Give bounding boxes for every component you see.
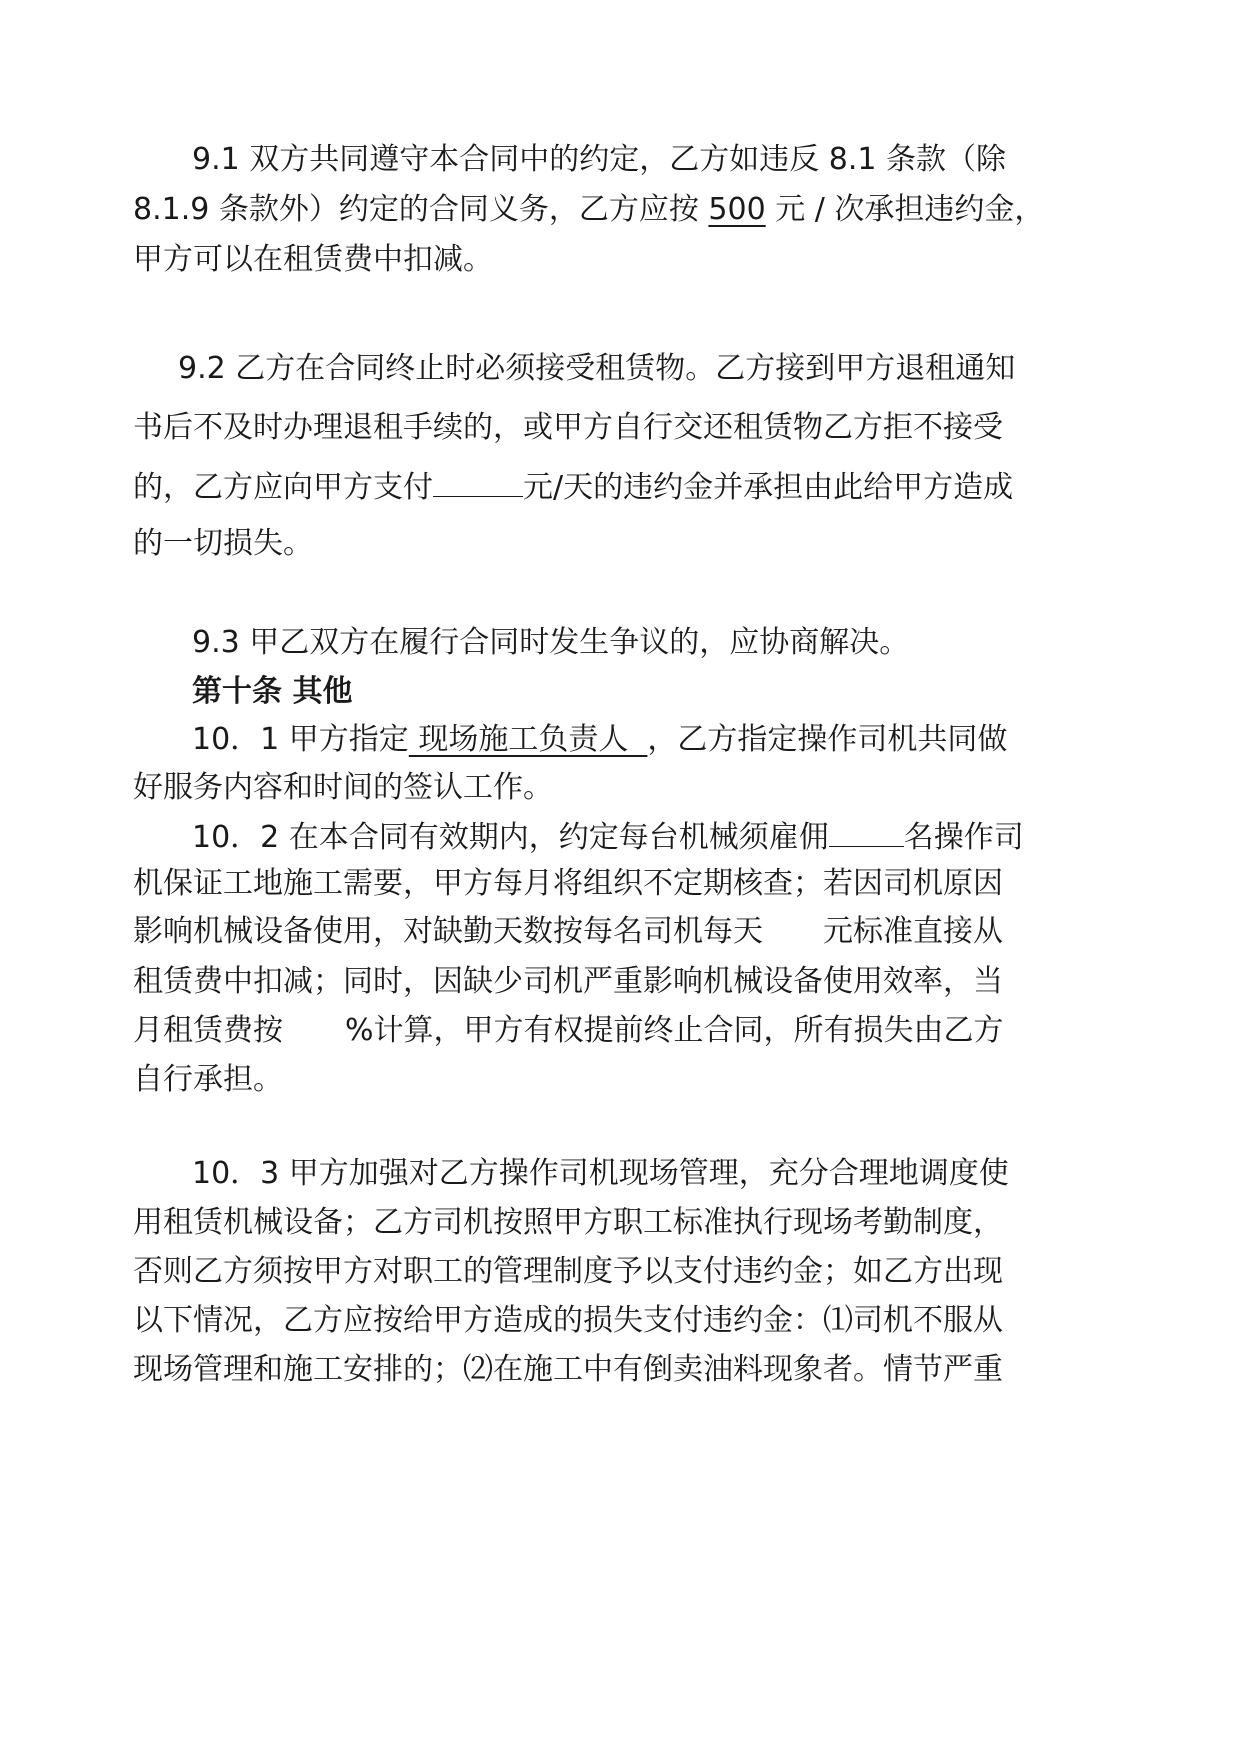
clause-10-2-line-1: [192, 818, 1024, 856]
clause-9-2-text-3b: 元/天的违约金并承担由此给甲方造成: [523, 470, 1014, 505]
clause-10-1-text-1b: ，乙方指定操作司机共同做: [647, 722, 1008, 757]
clause-10-1-line-2: [133, 770, 553, 806]
clause-9-3-line-1: [192, 625, 909, 661]
clause-10-2-text-1a: 10．2 在本合同有效期内，约定每台机械须雇佣: [192, 820, 829, 855]
clause-9-3-text-1: 9.3 甲乙双方在履行合同时发生争议的，应协商解决。: [192, 625, 910, 660]
clause-9-2-text-3a: 的，乙方应向甲方支付: [133, 470, 433, 505]
clause-9-2-line-3: [133, 468, 1013, 506]
clause-10-1-text-1a: 10．1 甲方指定: [192, 722, 409, 757]
clause-9-2-text-1: 9.2 乙方在合同终止时必须接受租赁物。乙方接到甲方退租通知: [178, 351, 1016, 386]
clause-10-1-line-1: [192, 722, 1007, 758]
clause-10-2-text-2: 机保证工地施工需要，甲方每月将组织不定期核查；若因司机原因: [133, 866, 1003, 901]
article-10-heading: [192, 674, 352, 710]
clause-10-2-text-5b: %计算，甲方有权提前终止合同，所有损失由乙方: [345, 1013, 1004, 1048]
clause-10-2-line-4: [133, 964, 1003, 1000]
clause-10-2-text-1b: 名操作司: [903, 820, 1024, 855]
clause-10-2-text-4: 租赁费中扣减；同时，因缺少司机严重影响机械设备使用效率，当: [133, 964, 1003, 999]
clause-10-2-text-6: 自行承担。: [133, 1062, 283, 1097]
clause-9-1-line-2: [133, 192, 1044, 228]
clause-10-3-text-1: 10．3 甲方加强对乙方操作司机现场管理，充分合理地调度使: [192, 1156, 1009, 1191]
clause-9-2-text-4: 的一切损失。: [133, 526, 313, 561]
clause-10-2-text-5a: 月租赁费按: [133, 1013, 283, 1048]
clause-10-3-line-1: [192, 1156, 1009, 1192]
clause-10-3-line-5: [133, 1352, 1003, 1388]
clause-9-2-line-1: [178, 351, 1015, 387]
clause-10-3-text-3: 否则乙方须按甲方对职工的管理制度予以支付违约金；如乙方出现: [133, 1254, 1003, 1289]
clause-9-2-line-4: [133, 526, 313, 562]
clause-10-2-line-3: [133, 914, 1003, 950]
clause-9-1-line-3: [133, 242, 493, 278]
clause-9-2-line-2: [133, 410, 1003, 446]
clause-9-1-text-2a: 8.1.9 条款外）约定的合同义务，乙方应按: [133, 192, 699, 227]
penalty-amount: 500: [708, 192, 766, 227]
article-10-heading-text: 第十条 其他: [192, 674, 353, 709]
clause-10-1-text-2: 好服务内容和时间的签认工作。: [133, 770, 553, 805]
clause-10-3-line-4: [133, 1303, 1003, 1339]
clause-10-2-line-6: [133, 1062, 283, 1098]
clause-9-1-text-1: 9.1 双方共同遵守本合同中的约定，乙方如违反 8.1 条款（除: [192, 142, 1007, 177]
clause-9-2-text-2: 书后不及时办理退租手续的，或甲方自行交还租赁物乙方拒不接受: [133, 410, 1003, 445]
clause-10-2-text-3a: 影响机械设备使用，对缺勤天数按每名司机每天: [133, 914, 763, 949]
clause-9-1-line-1: [192, 142, 1006, 178]
clause-10-3-text-2: 用租赁机械设备；乙方司机按照甲方职工标准执行现场考勤制度，: [133, 1205, 1003, 1240]
clause-10-2-text-3b: 元标准直接从: [823, 914, 1003, 949]
clause-10-3-text-5: 现场管理和施工安排的；⑵在施工中有倒卖油料现象者。情节严重: [133, 1352, 1003, 1387]
clause-10-2-line-5: [133, 1013, 1004, 1049]
clause-9-1-text-3: 甲方可以在租赁费中扣减。: [133, 242, 493, 277]
clause-10-2-line-2: [133, 866, 1003, 902]
clause-10-3-text-4: 以下情况，乙方应按给甲方造成的损失支付违约金：⑴司机不服从: [133, 1303, 1003, 1338]
clause-10-3-line-2: [133, 1205, 1003, 1241]
driver-count-blank: [829, 818, 904, 847]
clause-9-1-text-2b: 元 / 次承担违约金，: [775, 192, 1045, 227]
designee-field: 现场施工负责人: [408, 722, 648, 757]
daily-penalty-blank: [433, 468, 523, 497]
clause-10-3-line-3: [133, 1254, 1003, 1290]
